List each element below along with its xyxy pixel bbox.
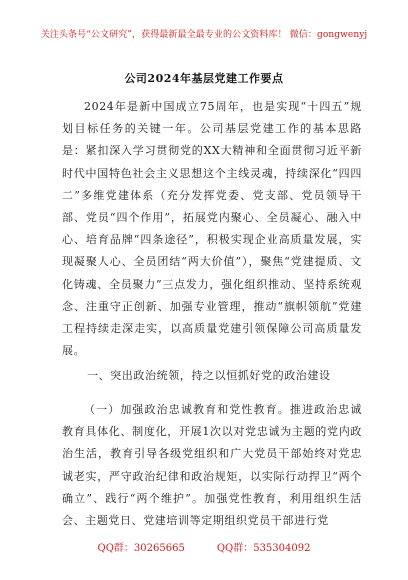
section-heading: 一、突出政治统领，持之以恒抓好党的政治建设	[87, 369, 331, 382]
footer-qq-group-2: QQ群：535304092	[216, 543, 311, 554]
footer-qq-group-1: QQ群：30265665	[97, 543, 185, 554]
header-banner: 关注头条号“公文研究”，获得最新最全最专业的公文资料库！ 微信：gongwenyj	[40, 30, 368, 40]
footer-contact	[0, 539, 408, 554]
document-title: 公司2024年基层党建工作要点	[124, 72, 284, 85]
sub-paragraph: （一）加强政治忠诚教育和党性教育。推进政治忠诚教育具体化、制度化，开展1次以对党忠诚为主题的党内政治生活，教育引导各级党组织和广大党员干部始终对党忠诚老实，严守政治纪律和政治规矩，以实际行动捍卫“两个确立”、践行“两个维护”。加强党性教育，利用组织生活会、主题党日、党建培训等定期组织党员干部进行党	[62, 403, 362, 528]
intro-paragraph: 2024年是新中国成立75周年，也是实现“十四五”规划目标任务的关键一年。公司基层党建工作的基本思路是：紧扣深入学习贯彻党的XX大精神和全面贯彻习近平新时代中国特色社会主义思想这个主线灵魂，持续深化“四四二”多维党建体系（充分发挥党委、党支部、党员领导干部、党员“四个作用”，拓展党内聚心、全员凝心、融入中心、培育品牌“四条途径”，积极实现企业高质量发展，实现凝聚人心、全员团结“两大价值”），聚焦“党建提质、文化铸魂、全员聚力”三点发力，强化组织推动、坚持系统观念、注重守正创新、加强专业管理，推动“旗帜领航”党建工程持续走深走实，以高质量党建引领保障公司高质量发展。	[62, 100, 362, 358]
